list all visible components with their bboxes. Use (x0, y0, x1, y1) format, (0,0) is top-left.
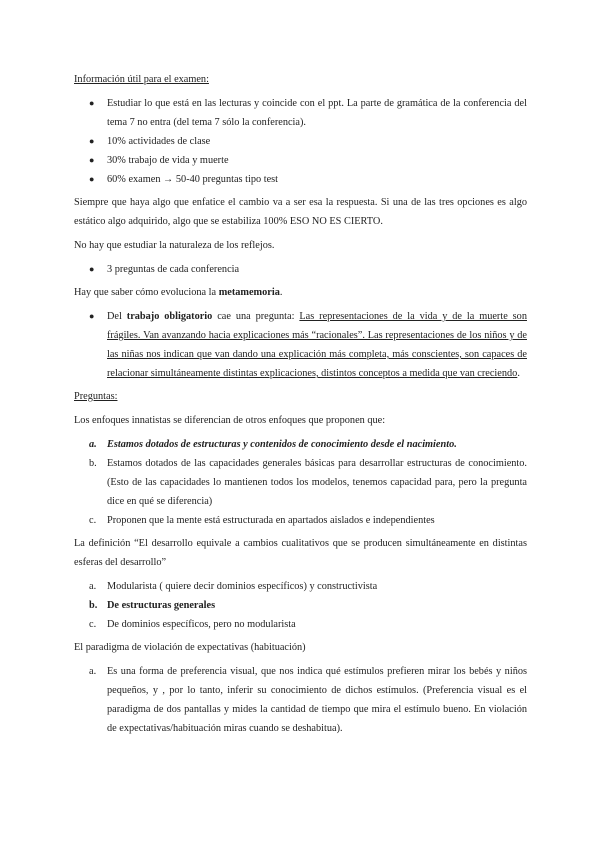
option-item: c. De dominios específicos, pero no modularista (89, 619, 296, 630)
option-item: a. Modularista ( quiere decir dominios específicos) y constructivista (89, 581, 378, 592)
trabajo-term: trabajo obligatorio (126, 311, 213, 322)
question-1: Los enfoques innatistas se diferencian de otros enfoques que proponen que: (74, 415, 386, 426)
question-2-options (74, 577, 527, 634)
question-1-options (74, 435, 527, 530)
heading-preguntas: Preguntas: (74, 391, 118, 402)
list-item: ● 10% actividades de clase (74, 132, 527, 151)
metamemoria-term: metamemoria (218, 287, 280, 298)
list-item: ● 60% examen → 50-40 preguntas tipo test (74, 170, 527, 189)
paragraph-metamemoria: Hay que saber cómo evoluciona la metamemoria. (74, 287, 283, 298)
bullet-icon: ● (89, 155, 95, 165)
conf-list (74, 260, 527, 279)
trabajo-answer: Las representaciones de la vida y de la muerte son frágiles. Van avanzando hacia explicaciones más “racionales”. Las representaciones de los niños y de las niñas nos indican que van dando una explicación más completa, más conscientes, son capaces de relacionar simultáneamente distintas explicaciones, distintos conceptos a medida que van creciendo (107, 311, 527, 379)
trabajo-list (74, 307, 527, 383)
bullet-icon: ● (89, 311, 95, 321)
question-3: El paradigma de violación de expectativas (habituación) (74, 642, 306, 653)
option-item: b. De estructuras generales (89, 600, 216, 611)
bullet-icon: ● (89, 264, 95, 274)
document-page (74, 70, 527, 742)
list-item: ● Del trabajo obligatorio cae una pregunta: Las representaciones de la vida y de la muerte son frágiles. Van avanzando hacia explicaciones más “racionales”. Las representaciones de los niños y de las niñas nos indican que van dando una explicación más completa, más conscientes, son capaces de relacionar simultáneamente distintas explicaciones, distintos conceptos a medida que van creciendo. (74, 307, 527, 383)
option-item: a. Es una forma de preferencia visual, que nos indica qué estímulos prefieren mirar los bebés y niños pequeños, y , por lo tanto, inferir su conocimiento de dichos estímulos. (Preferencia visual es el paradigma de dos pantallas y mides la cantidad de tiempo que mira el estímulo bueno. En violación de expectativas/habituación miras cuando se deshabitua). (89, 666, 527, 734)
bullet-icon: ● (89, 98, 95, 108)
option-item: c. Proponen que la mente está estructurada en apartados aislados e independientes (89, 515, 435, 526)
paragraph-siempre: Siempre que haya algo que enfatice el cambio va a ser esa la respuesta. Si una de las tres opciones es algo estático algo adquirido, algo que se estabiliza 100% ESO NO ES CIERTO. (74, 197, 527, 227)
info-list (74, 94, 527, 189)
heading-info: Información útil para el examen: (74, 74, 209, 85)
paragraph-reflejos: No hay que estudiar la naturaleza de los reflejos. (74, 240, 275, 251)
option-item: a. Estamos dotados de estructuras y contenidos de conocimiento desde el nacimiento. (89, 439, 457, 450)
list-item: ● 30% trabajo de vida y muerte (74, 151, 527, 170)
question-2: La definición “El desarrollo equivale a cambios cualitativos que se producen simultáneamente en distintas esferas del desarrollo” (74, 538, 527, 568)
question-3-options (74, 662, 527, 738)
list-item: ● 3 preguntas de cada conferencia (74, 260, 527, 279)
list-item: ● Estudiar lo que está en las lecturas y coincide con el ppt. La parte de gramática de la conferencia del tema 7 no entra (del tema 7 sólo la conferencia). (74, 94, 527, 132)
option-item: b. Estamos dotados de las capacidades generales básicas para desarrollar estructuras de conocimiento. (Esto de las capacidades lo mantienen todos los modelos, tenemos capacidad para, pero la pregunta dice en qué se diferencia) (89, 458, 527, 507)
bullet-icon: ● (89, 136, 95, 146)
bullet-icon: ● (89, 174, 95, 184)
